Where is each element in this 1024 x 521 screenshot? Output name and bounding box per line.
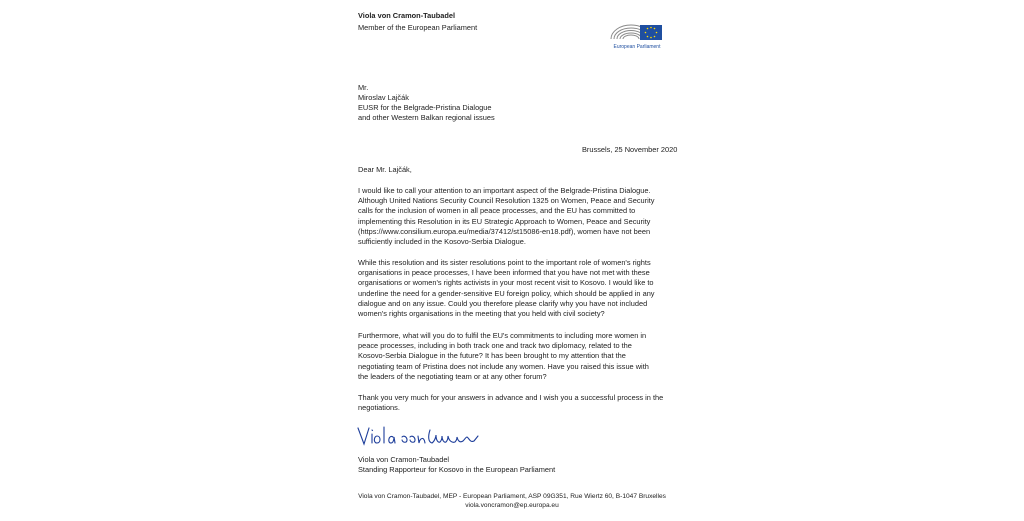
- logo-text: European Parliament: [613, 44, 661, 50]
- european-parliament-logo: [607, 12, 667, 52]
- footer-email: viola.voncramon@ep.europa.eu: [465, 502, 559, 509]
- signatory-name: Viola von Cramon-Taubadel: [358, 455, 450, 464]
- recipient-role-1: EUSR for the Belgrade-Pristina Dialogue: [358, 103, 492, 112]
- sender-name: Viola von Cramon-Taubadel: [358, 11, 456, 20]
- paragraph-1: I would like to call your attention to an important aspect of the Belgrade-Pristina Dialogue. Although United Nations Security Council Resolution 1325 on Women, Peace and Security calls for the inclusion of women in all peace processes, and the EU has committed to implementing this Resolution in its EU Strategic Approach to Women, Peace and Security (https://www.consilium.europa.eu/media/37412/st15086-en18.pdf), women have not been sufficiently included in the Kosovo-Serbia Dialogue.: [358, 186, 655, 247]
- recipient-name: Miroslav Lajčák: [358, 93, 409, 102]
- paragraph-2: While this resolution and its sister resolutions point to the important role of women's rights organisations in peace processes, I have been informed that you have not met with these organisations or women's rights activists in your most recent visit to Kosovo. I would like to underline the need for a gender-sensitive EU foreign policy, which should be applied in any dialogue and on any issue. Could you therefore please clarify why you have not included women's rights organisations in the meeting that you held with civil society?: [358, 258, 655, 319]
- footer-address: Viola von Cramon-Taubadel, MEP - European Parliament, ASP 09G351, Rue Wiertz 60, B-1047 Bruxelles: [358, 493, 666, 500]
- sender-role: Member of the European Parliament: [358, 23, 478, 32]
- paragraph-4: Thank you very much for your answers in advance and I wish you a successful process in the negotiations.: [358, 393, 664, 413]
- paragraph-3: Furthermore, what will you do to fulfil the EU's commitments to including more women in peace processes, including in both track one and track two diplomacy, related to the Kosovo-Serbia Dialogue in the future? It has been brought to my attention that the negotiating team of Pristina does not include any women. Have you raised this issue with the leaders of the negotiating team or at any other forum?: [358, 331, 649, 381]
- date-line: Brussels, 25 November 2020: [582, 145, 678, 154]
- greeting: Dear Mr. Lajčák,: [358, 165, 412, 174]
- recipient-role-2: and other Western Balkan regional issues: [358, 113, 495, 122]
- signatory-title: Standing Rapporteur for Kosovo in the European Parliament: [358, 465, 556, 474]
- handwritten-signature: [356, 422, 480, 452]
- recipient-salutation: Mr.: [358, 83, 369, 92]
